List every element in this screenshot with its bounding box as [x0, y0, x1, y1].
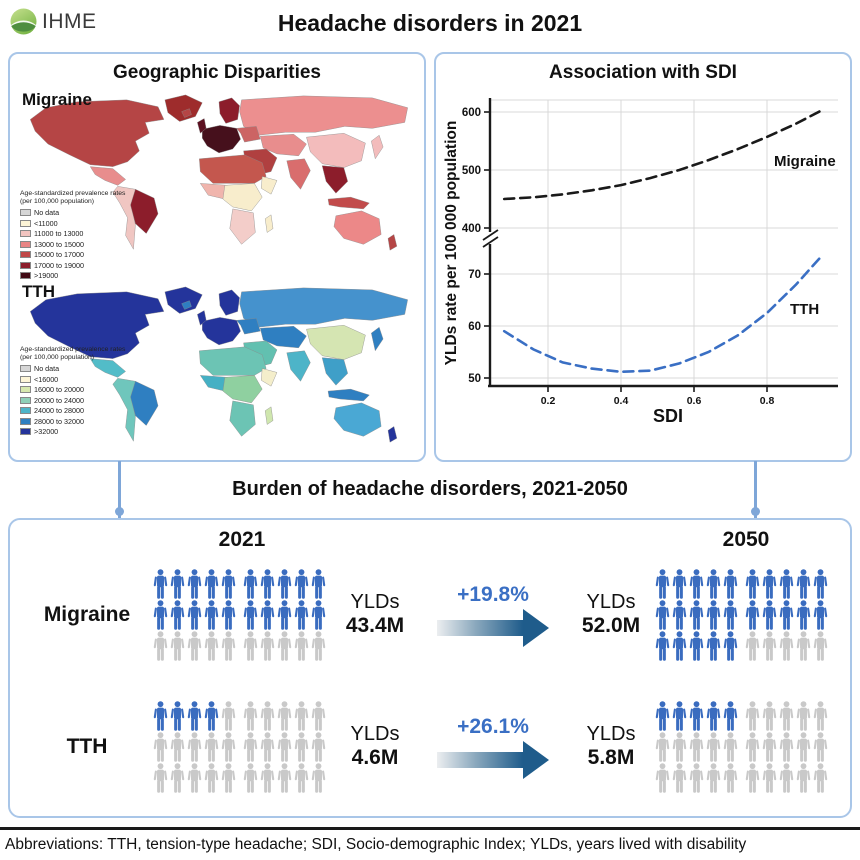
- legend-swatch: [20, 365, 31, 372]
- person-icon: [761, 732, 778, 762]
- y-tick-label: 400: [461, 223, 481, 235]
- person-icon: [152, 701, 169, 731]
- person-icon: [310, 569, 327, 599]
- legend-label: 17000 to 19000: [34, 260, 84, 270]
- person-icon: [654, 600, 671, 630]
- row-label-migraine: Migraine: [43, 603, 131, 626]
- person-icon: [722, 763, 739, 793]
- person-icon: [169, 732, 186, 762]
- person-icon: [705, 600, 722, 630]
- legend-row: [20, 208, 125, 217]
- person-icon: [259, 569, 276, 599]
- arrow-head: [523, 741, 549, 779]
- stat-value: 52.0M: [581, 614, 641, 638]
- person-icon: [242, 701, 259, 731]
- tth-map-legend: [20, 346, 125, 436]
- map-region-australia: [334, 403, 381, 436]
- person-icon: [744, 701, 761, 731]
- person-icon: [812, 732, 829, 762]
- legend-label: <16000: [34, 374, 59, 384]
- x-tick-label: 0.2: [540, 395, 556, 407]
- person-icon: [259, 631, 276, 661]
- legend-label: No data: [34, 363, 60, 373]
- person-icon: [186, 631, 203, 661]
- person-icon: [203, 631, 220, 661]
- person-icon: [688, 600, 705, 630]
- person-icon: [293, 631, 310, 661]
- person-icon: [276, 763, 293, 793]
- map-region-china: [306, 133, 365, 167]
- map-region-central_africa: [223, 375, 262, 403]
- pictogram-grid-tth-2021: [152, 701, 332, 793]
- person-icon: [169, 701, 186, 731]
- tth-map-label: TTH: [22, 282, 56, 301]
- legend-swatch: [20, 397, 31, 404]
- map-region-se_asia: [322, 166, 348, 194]
- stat-label: YLDs: [350, 722, 400, 745]
- legend-swatch: [20, 209, 31, 216]
- series-label-tth: TTH: [790, 301, 820, 318]
- legend-row: [20, 261, 125, 270]
- person-icon: [671, 600, 688, 630]
- person-icon: [259, 600, 276, 630]
- pictogram-row: [654, 569, 834, 599]
- person-icon: [688, 701, 705, 731]
- pictogram-row: [152, 569, 332, 599]
- arrow-head: [523, 609, 549, 647]
- migraine-map-label: Migraine: [22, 90, 92, 109]
- pictogram-row: [654, 600, 834, 630]
- person-icon: [744, 631, 761, 661]
- person-icon: [276, 631, 293, 661]
- change-percent-migraine: +19.8%: [457, 583, 529, 606]
- person-icon: [654, 763, 671, 793]
- map-region-greenland: [165, 287, 202, 314]
- y-tick-label: 600: [461, 107, 481, 119]
- person-icon: [795, 763, 812, 793]
- person-icon: [259, 732, 276, 762]
- migraine-map-block: [10, 90, 424, 281]
- series-label-migraine: Migraine: [774, 153, 836, 170]
- x-tick-label: 0.4: [613, 395, 629, 407]
- arrow-body: [437, 620, 523, 636]
- legend-label: 20000 to 24000: [34, 395, 84, 405]
- stat-value: 5.8M: [587, 746, 635, 770]
- person-icon: [778, 631, 795, 661]
- pictogram-row: [654, 631, 834, 661]
- legend-row: [20, 406, 125, 415]
- map-region-southern_africa: [230, 209, 256, 244]
- person-icon: [310, 763, 327, 793]
- map-region-indonesia: [328, 197, 369, 209]
- connector-dot-left: [115, 507, 124, 516]
- person-icon: [220, 569, 237, 599]
- person-icon: [705, 763, 722, 793]
- person-icon: [186, 600, 203, 630]
- person-icon: [203, 569, 220, 599]
- person-icon: [310, 631, 327, 661]
- person-icon: [654, 732, 671, 762]
- stat-value: 43.4M: [345, 614, 405, 638]
- y-axis-label: YLDs rate per 100 000 population: [443, 120, 460, 366]
- person-icon: [671, 763, 688, 793]
- person-icon: [276, 701, 293, 731]
- person-icon: [795, 631, 812, 661]
- pictogram-row: [152, 600, 332, 630]
- person-icon: [778, 763, 795, 793]
- person-icon: [203, 701, 220, 731]
- legend-title: Age-standardized prevalence rates (per 100,000 population): [20, 346, 126, 362]
- map-region-russia: [240, 96, 408, 135]
- person-icon: [722, 569, 739, 599]
- yld-stat-migraine-2021: [332, 591, 418, 639]
- person-icon: [242, 600, 259, 630]
- sdi-panel-title: Association with SDI: [549, 62, 737, 83]
- person-icon: [778, 600, 795, 630]
- map-region-madagascar: [265, 215, 273, 233]
- person-icon: [152, 732, 169, 762]
- person-icon: [722, 631, 739, 661]
- legend-swatch: [20, 220, 31, 227]
- person-icon: [203, 763, 220, 793]
- map-region-madagascar: [265, 407, 273, 425]
- person-icon: [276, 569, 293, 599]
- person-icon: [242, 763, 259, 793]
- yld-stat-tth-2050: [568, 723, 654, 771]
- chart-gridlines: [490, 100, 838, 386]
- geographic-panel-title: Geographic Disparities: [112, 62, 321, 83]
- arrow-body: [437, 752, 523, 768]
- pictogram-row: [152, 701, 332, 731]
- person-icon: [186, 763, 203, 793]
- legend-swatch: [20, 262, 31, 269]
- map-region-scandinavia: [219, 290, 240, 316]
- sdi-line-chart: [440, 86, 846, 431]
- person-icon: [203, 732, 220, 762]
- person-icon: [242, 569, 259, 599]
- abbreviations-text: Abbreviations: TTH, tension-type headache; SDI, Socio-demographic Index; YLDs, years lived with disability: [5, 836, 747, 853]
- legend-label: No data: [34, 207, 60, 217]
- person-icon: [276, 600, 293, 630]
- person-icon: [654, 631, 671, 661]
- legend-row: [20, 417, 125, 426]
- map-region-europe_west: [202, 125, 240, 153]
- person-icon: [812, 631, 829, 661]
- legend-label: 16000 to 20000: [34, 385, 84, 395]
- person-icon: [722, 701, 739, 731]
- legend-row: [20, 250, 125, 259]
- person-icon: [293, 763, 310, 793]
- person-icon: [744, 600, 761, 630]
- trend-migraine: [418, 583, 568, 647]
- map-region-east_africa: [261, 368, 277, 386]
- person-icon: [310, 732, 327, 762]
- person-icon: [169, 600, 186, 630]
- connector-dot-right: [751, 507, 760, 516]
- legend-row: [20, 396, 125, 405]
- person-icon: [203, 600, 220, 630]
- burden-panel: [8, 518, 852, 818]
- legend-swatch: [20, 272, 31, 279]
- person-icon: [242, 732, 259, 762]
- map-region-new_zealand: [388, 234, 397, 250]
- legend-swatch: [20, 418, 31, 425]
- person-icon: [812, 569, 829, 599]
- person-icon: [688, 569, 705, 599]
- legend-label: <11000: [34, 218, 58, 228]
- map-region-japan: [371, 327, 383, 351]
- yld-stat-migraine-2050: [568, 591, 654, 639]
- person-icon: [186, 569, 203, 599]
- person-icon: [761, 763, 778, 793]
- trend-arrow-icon: [437, 741, 549, 779]
- map-region-australia: [334, 211, 381, 244]
- person-icon: [242, 631, 259, 661]
- legend-label: 13000 to 15000: [34, 239, 84, 249]
- person-icon: [705, 569, 722, 599]
- y-tick-label: 500: [461, 165, 481, 177]
- y-tick-label: 70: [468, 269, 481, 281]
- map-region-se_asia: [322, 358, 348, 386]
- tth-map-block: [10, 282, 424, 468]
- trend-arrow-icon: [437, 609, 549, 647]
- person-icon: [778, 732, 795, 762]
- stat-label: YLDs: [350, 590, 400, 613]
- person-icon: [169, 569, 186, 599]
- map-region-russia: [240, 288, 408, 327]
- legend-row: [20, 375, 125, 384]
- burden-row-migraine: [22, 556, 842, 674]
- pictogram-grid-migraine-2021: [152, 569, 332, 661]
- person-icon: [671, 701, 688, 731]
- legend-title: Age-standardized prevalence rates (per 100,000 population): [20, 190, 126, 206]
- person-icon: [688, 631, 705, 661]
- x-tick-label: 0.8: [759, 395, 775, 407]
- person-icon: [778, 701, 795, 731]
- person-icon: [722, 732, 739, 762]
- map-region-southern_africa: [230, 401, 256, 436]
- page-title: Headache disorders in 2021: [277, 10, 583, 36]
- person-icon: [293, 701, 310, 731]
- pictogram-row: [152, 763, 332, 793]
- pictogram-row: [654, 732, 834, 762]
- legend-label: 11000 to 13000: [34, 229, 84, 239]
- person-icon: [795, 732, 812, 762]
- map-region-china: [306, 325, 365, 359]
- brand-text: IHME: [42, 9, 97, 33]
- person-icon: [310, 701, 327, 731]
- legend-row: [20, 364, 125, 373]
- map-region-greenland: [165, 95, 202, 122]
- legend-row: [20, 385, 125, 394]
- legend-row: [20, 219, 125, 228]
- legend-row: [20, 229, 125, 238]
- person-icon: [220, 732, 237, 762]
- person-icon: [259, 701, 276, 731]
- person-icon: [152, 763, 169, 793]
- person-icon: [186, 701, 203, 731]
- person-icon: [761, 631, 778, 661]
- person-icon: [795, 569, 812, 599]
- stat-label: YLDs: [586, 590, 636, 613]
- pictogram-row: [654, 763, 834, 793]
- person-icon: [186, 732, 203, 762]
- pictogram-row: [152, 732, 332, 762]
- person-icon: [293, 732, 310, 762]
- year-header-2050: 2050: [722, 528, 770, 551]
- legend-label: 24000 to 28000: [34, 406, 84, 416]
- map-region-europe_west: [202, 317, 240, 345]
- legend-swatch: [20, 376, 31, 383]
- change-percent-tth: +26.1%: [457, 715, 529, 738]
- person-icon: [671, 631, 688, 661]
- trend-tth: [418, 715, 568, 779]
- pictogram-row: [654, 701, 834, 731]
- stat-label: YLDs: [586, 722, 636, 745]
- person-icon: [293, 569, 310, 599]
- map-region-east_africa: [261, 176, 277, 194]
- x-axis-label: SDI: [652, 406, 684, 426]
- map-region-japan: [371, 135, 383, 159]
- person-icon: [654, 569, 671, 599]
- legend-swatch: [20, 407, 31, 414]
- x-tick-label: 0.6: [686, 395, 702, 407]
- person-icon: [276, 732, 293, 762]
- legend-label: 28000 to 32000: [34, 416, 84, 426]
- person-icon: [169, 763, 186, 793]
- legend-row: [20, 240, 125, 249]
- person-icon: [688, 732, 705, 762]
- person-icon: [722, 600, 739, 630]
- person-icon: [654, 701, 671, 731]
- person-icon: [671, 732, 688, 762]
- burden-section-title: Burden of headache disorders, 2021-2050: [232, 478, 628, 500]
- person-icon: [671, 569, 688, 599]
- year-header-2021: 2021: [218, 528, 266, 551]
- map-region-indonesia: [328, 389, 369, 401]
- map-region-central_africa: [223, 183, 262, 211]
- y-tick-label: 50: [468, 373, 481, 385]
- person-icon: [705, 631, 722, 661]
- legend-row: [20, 271, 125, 280]
- map-region-new_zealand: [388, 426, 397, 442]
- legend-swatch: [20, 251, 31, 258]
- person-icon: [310, 600, 327, 630]
- person-icon: [812, 763, 829, 793]
- person-icon: [795, 701, 812, 731]
- legend-label: >19000: [34, 271, 59, 281]
- row-label-tth: TTH: [66, 735, 108, 758]
- migraine-map-legend: [20, 190, 125, 280]
- association-with-sdi-panel: [434, 52, 852, 462]
- person-icon: [169, 631, 186, 661]
- legend-swatch: [20, 428, 31, 435]
- person-icon: [152, 600, 169, 630]
- person-icon: [220, 631, 237, 661]
- person-icon: [744, 763, 761, 793]
- person-icon: [744, 732, 761, 762]
- pictogram-grid-migraine-2050: [654, 569, 834, 661]
- pictogram-row: [152, 631, 332, 661]
- person-icon: [812, 600, 829, 630]
- person-icon: [744, 569, 761, 599]
- person-icon: [778, 569, 795, 599]
- geographic-disparities-panel: [8, 52, 426, 462]
- map-region-mexico: [90, 167, 125, 186]
- map-region-india: [287, 351, 311, 381]
- person-icon: [220, 763, 237, 793]
- person-icon: [812, 701, 829, 731]
- person-icon: [152, 631, 169, 661]
- person-icon: [152, 569, 169, 599]
- legend-row: [20, 427, 125, 436]
- legend-swatch: [20, 230, 31, 237]
- stat-value: 4.6M: [351, 746, 399, 770]
- legend-swatch: [20, 386, 31, 393]
- person-icon: [761, 701, 778, 731]
- map-region-india: [287, 159, 311, 189]
- person-icon: [705, 701, 722, 731]
- y-tick-label: 60: [468, 321, 481, 333]
- series-curve-tth: [504, 256, 822, 372]
- map-region-scandinavia: [219, 98, 240, 124]
- person-icon: [761, 600, 778, 630]
- person-icon: [259, 763, 276, 793]
- legend-label: 15000 to 17000: [34, 250, 84, 260]
- person-icon: [688, 763, 705, 793]
- footer-divider: [0, 827, 860, 830]
- person-icon: [705, 732, 722, 762]
- person-icon: [220, 701, 237, 731]
- person-icon: [761, 569, 778, 599]
- person-icon: [220, 600, 237, 630]
- burden-row-tth: [22, 688, 842, 806]
- legend-swatch: [20, 241, 31, 248]
- person-icon: [795, 600, 812, 630]
- legend-label: >32000: [34, 427, 59, 437]
- yld-stat-tth-2021: [332, 723, 418, 771]
- pictogram-grid-tth-2050: [654, 701, 834, 793]
- person-icon: [293, 600, 310, 630]
